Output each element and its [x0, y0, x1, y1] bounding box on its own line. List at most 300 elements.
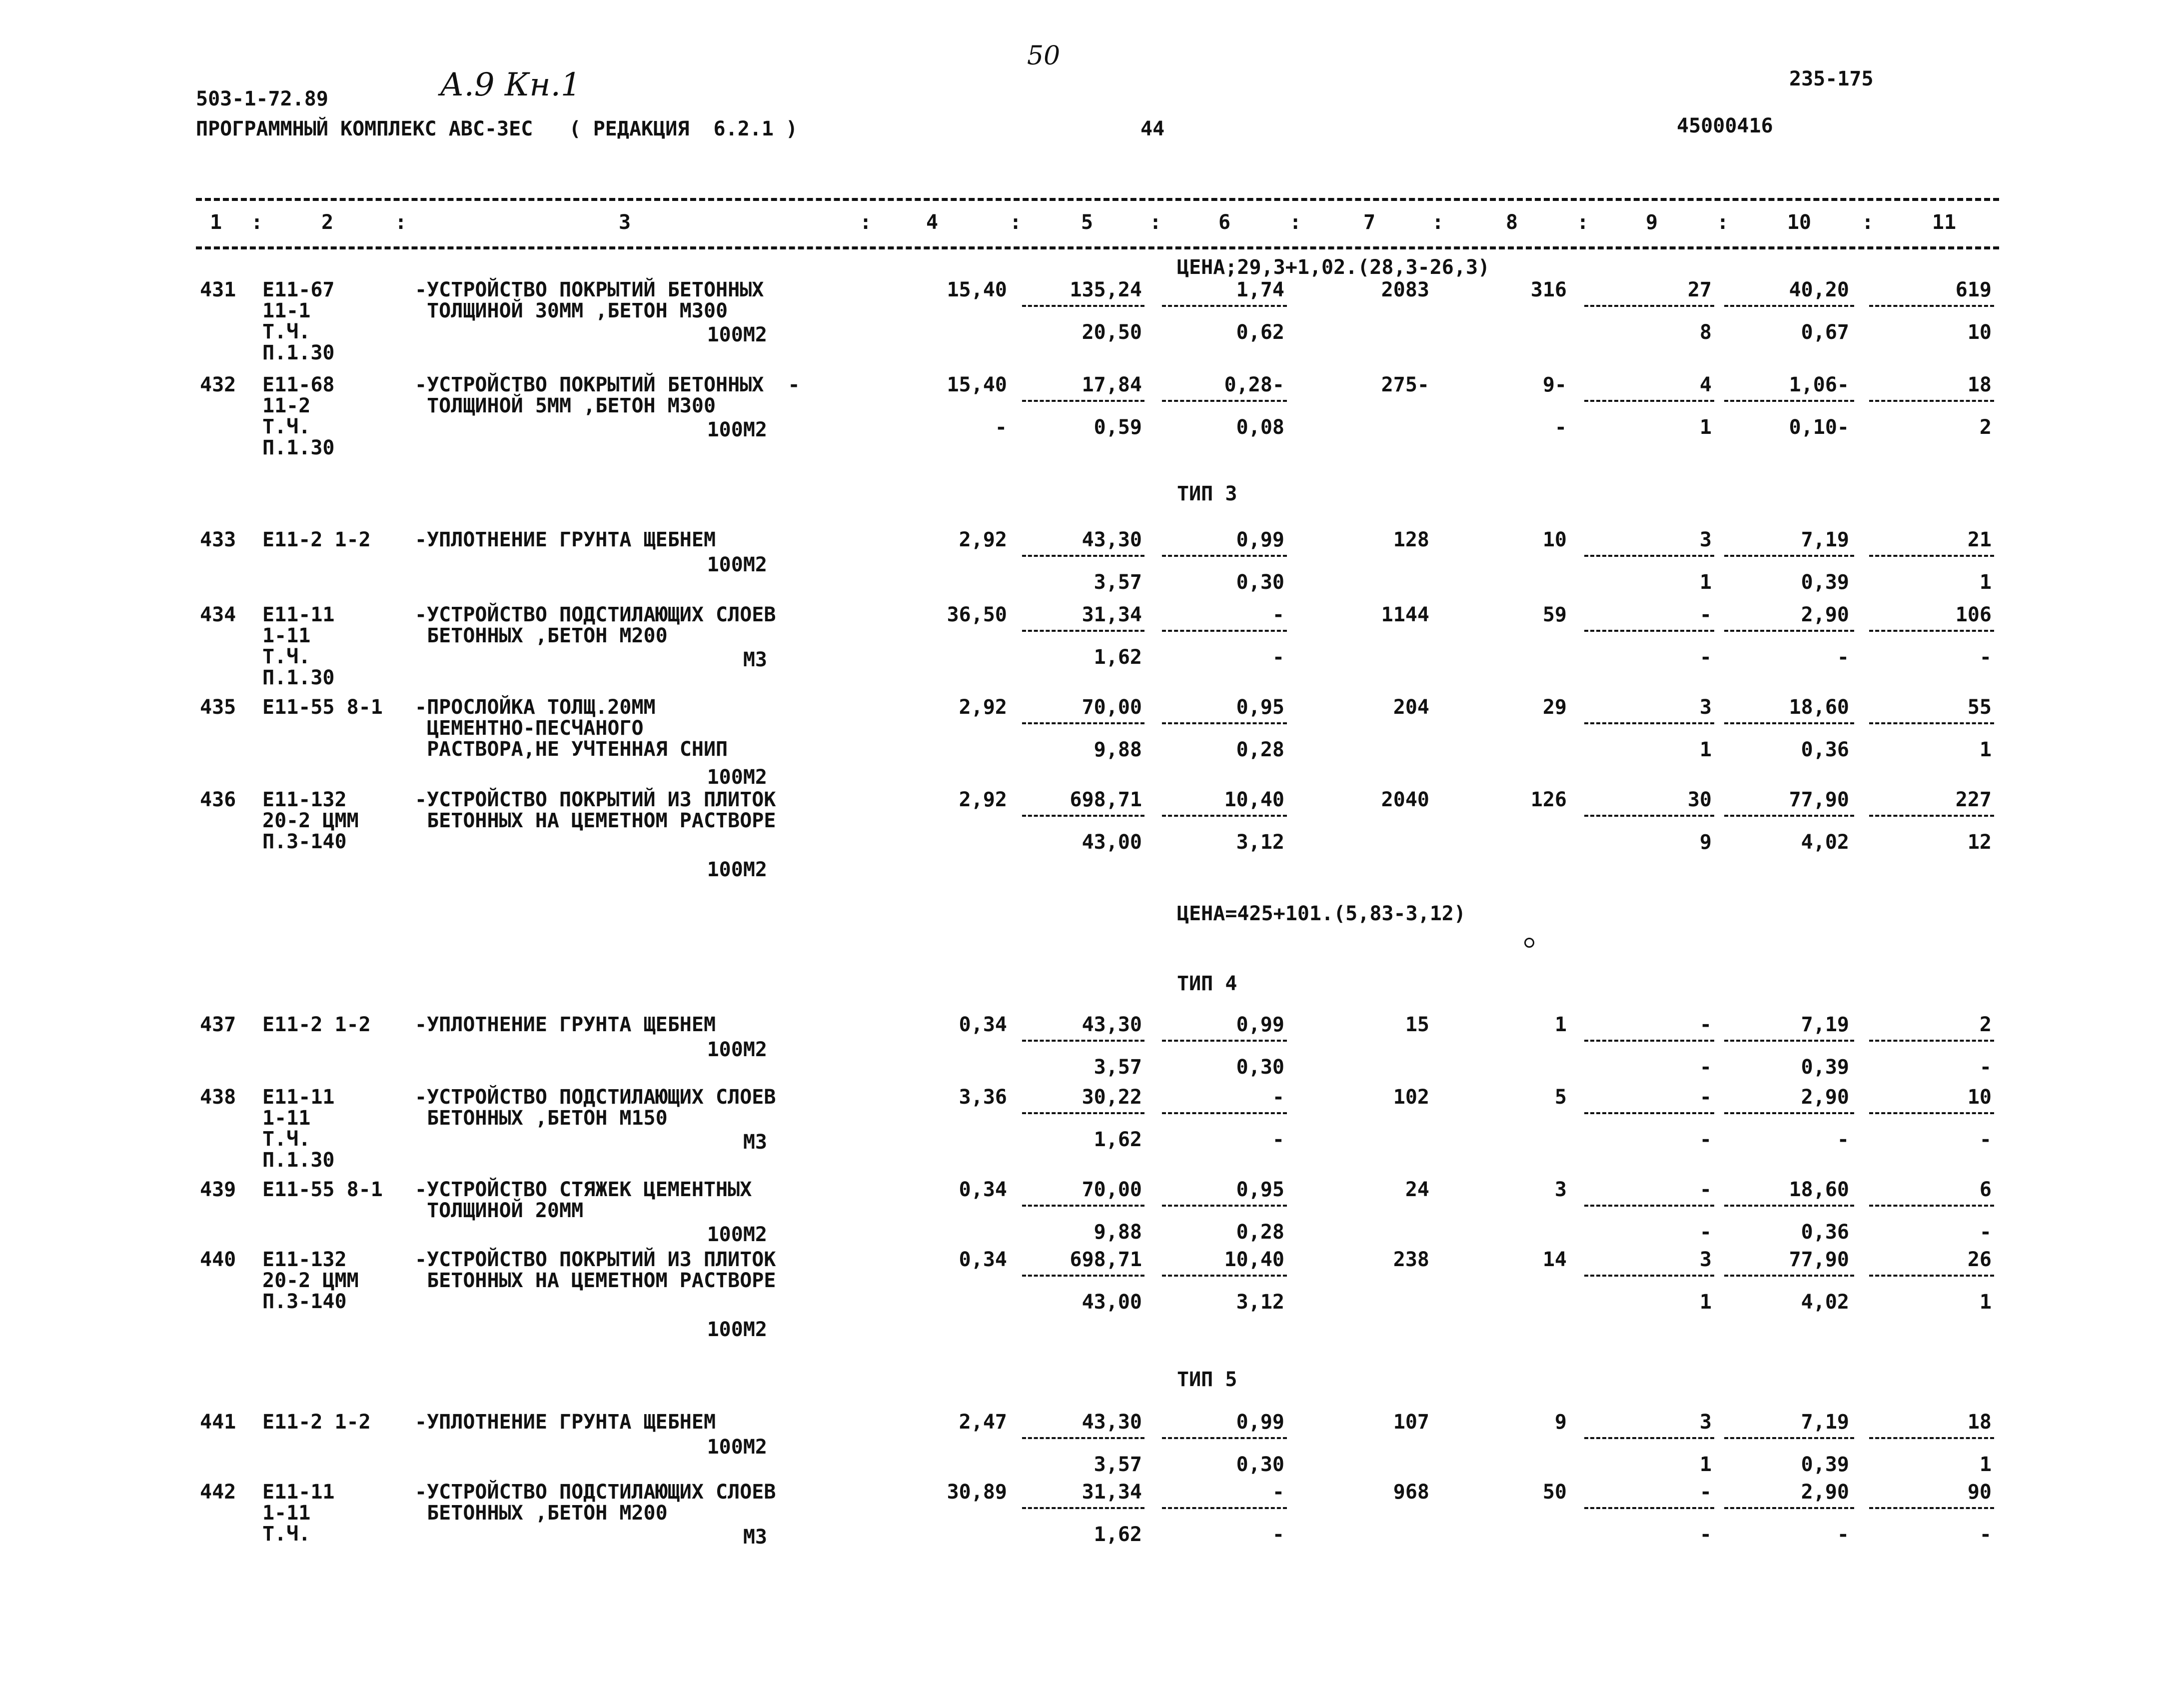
- cell-col-11: 90: [1967, 1481, 1992, 1504]
- cell-col-11-sub: -: [1979, 1221, 1992, 1244]
- cell-col-9-sub: 8: [1699, 321, 1712, 344]
- column-number: 7: [1363, 211, 1376, 234]
- row-description: РАСТВОРА,НЕ УЧТЕННАЯ СНИП: [415, 738, 728, 761]
- cell-col-6-sub: 0,30: [1236, 1453, 1284, 1476]
- cell-divider-rule: [1584, 555, 1714, 557]
- row-number: 435: [200, 696, 236, 719]
- row-code: Е11-11: [262, 1086, 335, 1109]
- cell-divider-rule: [1724, 305, 1854, 307]
- cell-col-5: 31,34: [1082, 603, 1142, 626]
- column-separator: :: [395, 211, 407, 234]
- cell-col-11: 21: [1967, 528, 1992, 551]
- cell-col-7: 238: [1393, 1248, 1429, 1271]
- cell-divider-rule: [1162, 1205, 1287, 1207]
- cell-col-5-sub: 20,50: [1082, 321, 1142, 344]
- row-code: П.3-140: [262, 830, 347, 853]
- cell-col-10-sub: 0,36: [1801, 738, 1849, 761]
- cell-col-6: 0,99: [1236, 1411, 1284, 1434]
- price-note-2: ЦЕНА=425+101.(5,83-3,12): [1177, 902, 1466, 925]
- cell-col-11-sub: -: [1979, 1523, 1992, 1546]
- row-code: 1-11: [262, 1107, 311, 1130]
- cell-col-5-sub: 1,62: [1093, 1128, 1142, 1151]
- cell-col-5-sub: 3,57: [1093, 1056, 1142, 1079]
- cell-col-8: 14: [1542, 1248, 1567, 1271]
- cell-col-7: 15: [1405, 1013, 1429, 1036]
- cell-col-10: 18,60: [1789, 1178, 1849, 1201]
- cell-divider-rule: [1022, 1205, 1144, 1207]
- cell-col-8: 3: [1554, 1178, 1567, 1201]
- row-code: Е11-2 1-2: [262, 528, 371, 551]
- row-code: Е11-68: [262, 373, 335, 396]
- row-number: 436: [200, 788, 236, 811]
- column-header-rule: [196, 246, 1999, 249]
- cell-divider-rule: [1869, 1040, 1994, 1042]
- cell-col-5-sub: 43,00: [1082, 831, 1142, 854]
- cell-col-10-sub: 4,02: [1801, 831, 1849, 854]
- row-description: -УСТРОЙСТВО ПОКРЫТИЙ ИЗ ПЛИТОК: [415, 788, 776, 811]
- cell-divider-rule: [1869, 555, 1994, 557]
- cell-col-10: 18,60: [1789, 696, 1849, 719]
- cell-col-9-sub: 1: [1699, 1291, 1712, 1314]
- cell-col-11-sub: 10: [1967, 321, 1992, 344]
- row-description: БЕТОННЫХ ,БЕТОН М150: [415, 1107, 668, 1130]
- row-code: Т.Ч.: [262, 1128, 311, 1151]
- column-number: 5: [1081, 211, 1093, 234]
- cell-col-9-sub: -: [1699, 1128, 1712, 1151]
- cell-col-5: 17,84: [1082, 373, 1142, 396]
- cell-col-4: 15,40: [947, 373, 1007, 396]
- row-unit: 100М2: [707, 1436, 767, 1459]
- cell-col-4: 30,89: [947, 1481, 1007, 1504]
- cell-divider-rule: [1022, 1437, 1144, 1439]
- row-number: 439: [200, 1178, 236, 1201]
- cell-col-11: 2: [1979, 1013, 1992, 1036]
- cell-divider-rule: [1022, 1507, 1144, 1509]
- cell-divider-rule: [1724, 1040, 1854, 1042]
- cell-divider-rule: [1162, 630, 1287, 632]
- cell-col-6: 0,28-: [1224, 373, 1284, 396]
- row-unit: 100М2: [707, 1038, 767, 1061]
- cell-col-11: 18: [1967, 1411, 1992, 1434]
- cell-col-9-sub: 9: [1699, 831, 1712, 854]
- sheet-code: 235-175: [1789, 67, 1874, 90]
- price-note-1: ЦЕНА;29,3+1,02.(28,3-26,3): [1177, 256, 1490, 279]
- cell-col-5: 43,30: [1082, 528, 1142, 551]
- cell-divider-rule: [1869, 305, 1994, 307]
- cell-divider-rule: [1162, 1112, 1287, 1114]
- cell-divider-rule: [1584, 1205, 1714, 1207]
- cell-col-8: 316: [1530, 278, 1567, 301]
- cell-divider-rule: [1584, 1275, 1714, 1277]
- cell-divider-rule: [1162, 555, 1287, 557]
- cell-col-5: 43,30: [1082, 1013, 1142, 1036]
- cell-divider-rule: [1162, 1040, 1287, 1042]
- cell-divider-rule: [1162, 722, 1287, 724]
- row-code: Т.Ч.: [262, 1523, 311, 1546]
- cell-divider-rule: [1022, 1112, 1144, 1114]
- row-code: П.1.30: [262, 666, 335, 689]
- column-separator: :: [1010, 211, 1022, 234]
- column-separator: :: [1577, 211, 1589, 234]
- cell-divider-rule: [1724, 400, 1854, 402]
- cell-col-8: 9: [1554, 1411, 1567, 1434]
- cell-col-8: 5: [1554, 1086, 1567, 1109]
- row-description: -УСТРОЙСТВО ПОКРЫТИЙ ИЗ ПЛИТОК: [415, 1248, 776, 1271]
- column-separator: :: [251, 211, 263, 234]
- cell-divider-rule: [1869, 630, 1994, 632]
- column-number: 4: [926, 211, 939, 234]
- row-code: Т.Ч.: [262, 645, 311, 668]
- cell-divider-rule: [1584, 1507, 1714, 1509]
- cell-col-9: 4: [1699, 373, 1712, 396]
- cell-col-6-sub: 0,30: [1236, 571, 1284, 594]
- row-description: БЕТОННЫХ ,БЕТОН М200: [415, 624, 668, 647]
- cell-col-10-sub: 0,39: [1801, 1453, 1849, 1476]
- row-description: -УСТРОЙСТВО ПОДСТИЛАЮЩИХ СЛОЕВ: [415, 1086, 776, 1109]
- cell-col-5: 30,22: [1082, 1086, 1142, 1109]
- cell-col-5: 698,71: [1070, 788, 1142, 811]
- cell-divider-rule: [1724, 1112, 1854, 1114]
- cell-col-11: 227: [1955, 788, 1992, 811]
- cell-col-11-sub: 12: [1967, 831, 1992, 854]
- cell-col-10: 1,06-: [1789, 373, 1849, 396]
- row-code: 20-2 ЦММ: [262, 1269, 359, 1292]
- cell-col-5-sub: 3,57: [1093, 571, 1142, 594]
- stray-mark: [1524, 938, 1534, 948]
- row-unit: 100М2: [707, 1223, 767, 1246]
- column-separator: :: [1717, 211, 1729, 234]
- cell-divider-rule: [1584, 1437, 1714, 1439]
- row-code: П.1.30: [262, 1149, 335, 1172]
- cell-divider-rule: [1724, 815, 1854, 817]
- row-unit: 100М2: [707, 766, 767, 789]
- row-unit: 100М2: [707, 323, 767, 346]
- cell-divider-rule: [1869, 1275, 1994, 1277]
- column-number: 3: [618, 211, 631, 234]
- cell-col-9: 3: [1699, 528, 1712, 551]
- cell-col-7: 128: [1393, 528, 1429, 551]
- cell-col-6-sub: 0,28: [1236, 738, 1284, 761]
- cell-divider-rule: [1584, 305, 1714, 307]
- cell-divider-rule: [1584, 1112, 1714, 1114]
- cell-col-8: 59: [1542, 603, 1567, 626]
- cell-col-11: 106: [1955, 603, 1992, 626]
- row-code: Т.Ч.: [262, 320, 311, 343]
- table-top-rule: [196, 198, 1999, 201]
- column-separator: :: [1862, 211, 1874, 234]
- row-code: Е11-67: [262, 278, 335, 301]
- cell-col-6: 10,40: [1224, 788, 1284, 811]
- cell-divider-rule: [1724, 1275, 1854, 1277]
- section-type-4: ТИП 4: [1177, 972, 1237, 995]
- cell-col-10: 77,90: [1789, 788, 1849, 811]
- cell-divider-rule: [1869, 1507, 1994, 1509]
- cell-divider-rule: [1022, 555, 1144, 557]
- cell-divider-rule: [1022, 400, 1144, 402]
- cell-col-6: 0,95: [1236, 1178, 1284, 1201]
- cell-col-11-sub: -: [1979, 646, 1992, 669]
- sheet-no: 44: [1140, 117, 1165, 140]
- cell-col-5-sub: 9,88: [1093, 738, 1142, 761]
- cell-col-11-sub: 1: [1979, 1291, 1992, 1314]
- cell-col-6: -: [1272, 1086, 1284, 1109]
- cell-col-6: -: [1272, 1481, 1284, 1504]
- row-description: ТОЛЩИНОЙ 30ММ ,БЕТОН М300: [415, 299, 728, 322]
- cell-divider-rule: [1724, 1205, 1854, 1207]
- cell-col-6: 1,74: [1236, 278, 1284, 301]
- row-unit: М3: [743, 1131, 767, 1154]
- row-code: П.3-140: [262, 1290, 347, 1313]
- cell-divider-rule: [1162, 815, 1287, 817]
- cell-col-6: 0,99: [1236, 1013, 1284, 1036]
- column-number: 10: [1787, 211, 1812, 234]
- cell-col-5: 698,71: [1070, 1248, 1142, 1271]
- cell-divider-rule: [1162, 1437, 1287, 1439]
- doc-code: 503-1-72.89: [196, 87, 328, 110]
- cell-col-8: 50: [1542, 1481, 1567, 1504]
- cell-col-10: 2,90: [1801, 1481, 1849, 1504]
- cell-col-9: -: [1699, 1086, 1712, 1109]
- row-description: -УПЛОТНЕНИЕ ГРУНТА ЩЕБНЕМ: [415, 1411, 716, 1434]
- row-number: 431: [200, 278, 236, 301]
- column-separator: :: [860, 211, 872, 234]
- row-code: Е11-132: [262, 788, 347, 811]
- cell-col-5: 31,34: [1082, 1481, 1142, 1504]
- column-separator: :: [1289, 211, 1302, 234]
- cell-col-4: 0,34: [959, 1178, 1007, 1201]
- cell-col-4: 2,92: [959, 788, 1007, 811]
- row-code: Е11-2 1-2: [262, 1013, 371, 1036]
- row-number: 432: [200, 373, 236, 396]
- row-number: 437: [200, 1013, 236, 1036]
- cell-divider-rule: [1724, 722, 1854, 724]
- column-number: 8: [1505, 211, 1518, 234]
- cell-divider-rule: [1162, 1275, 1287, 1277]
- cell-col-4: 2,92: [959, 528, 1007, 551]
- cell-col-10-sub: 0,36: [1801, 1221, 1849, 1244]
- cell-divider-rule: [1869, 815, 1994, 817]
- cell-divider-rule: [1584, 722, 1714, 724]
- cell-col-9: 3: [1699, 696, 1712, 719]
- cell-col-7: 1144: [1381, 603, 1429, 626]
- cell-col-5-sub: 0,59: [1093, 416, 1142, 439]
- cell-col-4: 15,40: [947, 278, 1007, 301]
- cell-col-5: 70,00: [1082, 1178, 1142, 1201]
- row-unit: 100М2: [707, 858, 767, 881]
- column-number: 2: [321, 211, 334, 234]
- cell-col-10-sub: -: [1837, 646, 1849, 669]
- cell-col-6-sub: -: [1272, 1523, 1284, 1546]
- cell-col-6: 0,99: [1236, 528, 1284, 551]
- cell-col-4: 36,50: [947, 603, 1007, 626]
- cell-col-7: 275-: [1381, 373, 1429, 396]
- cell-col-8: 1: [1554, 1013, 1567, 1036]
- row-unit: М3: [743, 1526, 767, 1549]
- cell-divider-rule: [1162, 305, 1287, 307]
- cell-col-9: -: [1699, 603, 1712, 626]
- cell-col-9: -: [1699, 1013, 1712, 1036]
- cell-col-10: 2,90: [1801, 1086, 1849, 1109]
- row-description: БЕТОННЫХ НА ЦЕМЕТНОМ РАСТВОРЕ: [415, 1269, 776, 1292]
- cell-divider-rule: [1869, 722, 1994, 724]
- cell-col-11: 26: [1967, 1248, 1992, 1271]
- row-code: Т.Ч.: [262, 415, 311, 438]
- cell-divider-rule: [1724, 630, 1854, 632]
- cell-col-5-sub: 43,00: [1082, 1291, 1142, 1314]
- cell-col-6: 10,40: [1224, 1248, 1284, 1271]
- cell-col-6-sub: 3,12: [1236, 1291, 1284, 1314]
- cell-col-6-sub: 0,08: [1236, 416, 1284, 439]
- cell-col-7: 102: [1393, 1086, 1429, 1109]
- page-number: 50: [1027, 41, 1061, 71]
- cell-col-8: 9-: [1542, 373, 1567, 396]
- cell-col-10-sub: 4,02: [1801, 1291, 1849, 1314]
- row-unit: 100М2: [707, 418, 767, 441]
- cell-col-4-sub: -: [995, 416, 1007, 439]
- cell-col-10: 7,19: [1801, 528, 1849, 551]
- cell-col-6-sub: -: [1272, 646, 1284, 669]
- cell-divider-rule: [1724, 555, 1854, 557]
- row-code: Е11-55 8-1: [262, 1178, 383, 1201]
- cell-col-10: 40,20: [1789, 278, 1849, 301]
- row-description: ТОЛЩИНОЙ 5ММ ,БЕТОН М300: [415, 394, 716, 417]
- program-title: ПРОГРАММНЫЙ КОМПЛЕКС АВС-3ЕС ( РЕДАКЦИЯ 6.2.1 ): [196, 117, 798, 140]
- cell-col-5-sub: 1,62: [1093, 646, 1142, 669]
- cell-divider-rule: [1869, 1437, 1994, 1439]
- cell-col-10-sub: -: [1837, 1128, 1849, 1151]
- row-description: -УСТРОЙСТВО ПОКРЫТИЙ БЕТОННЫХ -: [415, 373, 800, 396]
- cell-col-8-sub: -: [1554, 416, 1567, 439]
- cell-col-6-sub: 0,28: [1236, 1221, 1284, 1244]
- column-separator: :: [1432, 211, 1444, 234]
- row-code: 1-11: [262, 624, 311, 647]
- row-unit: 100М2: [707, 553, 767, 576]
- row-number: 441: [200, 1411, 236, 1434]
- cell-divider-rule: [1584, 400, 1714, 402]
- cell-col-8: 29: [1542, 696, 1567, 719]
- handwritten-note: А.9 Кн.1: [440, 66, 581, 103]
- cell-col-9: 27: [1687, 278, 1712, 301]
- row-description: БЕТОННЫХ ,БЕТОН М200: [415, 1502, 668, 1525]
- cell-col-11-sub: 2: [1979, 416, 1992, 439]
- cell-col-10: 7,19: [1801, 1013, 1849, 1036]
- cell-divider-rule: [1162, 400, 1287, 402]
- cell-divider-rule: [1022, 815, 1144, 817]
- row-code: Е11-11: [262, 603, 335, 626]
- cell-divider-rule: [1724, 1437, 1854, 1439]
- section-type-5: ТИП 5: [1177, 1368, 1237, 1391]
- cell-divider-rule: [1022, 630, 1144, 632]
- cell-divider-rule: [1022, 305, 1144, 307]
- row-description: -УПЛОТНЕНИЕ ГРУНТА ЩЕБНЕМ: [415, 528, 716, 551]
- cell-col-11: 55: [1967, 696, 1992, 719]
- cell-col-9-sub: 1: [1699, 738, 1712, 761]
- row-code: 1-11: [262, 1502, 311, 1525]
- row-number: 440: [200, 1248, 236, 1271]
- row-code: П.1.30: [262, 436, 335, 459]
- cell-col-4: 2,47: [959, 1411, 1007, 1434]
- cell-divider-rule: [1869, 1112, 1994, 1114]
- cell-col-10: 77,90: [1789, 1248, 1849, 1271]
- column-number: 6: [1218, 211, 1231, 234]
- cell-col-10-sub: 0,67: [1801, 321, 1849, 344]
- cell-col-11-sub: 1: [1979, 738, 1992, 761]
- column-number: 11: [1932, 211, 1957, 234]
- cell-divider-rule: [1162, 1507, 1287, 1509]
- column-number: 1: [209, 211, 222, 234]
- cell-col-7: 2083: [1381, 278, 1429, 301]
- row-description: -УСТРОЙСТВО ПОДСТИЛАЮЩИХ СЛОЕВ: [415, 603, 776, 626]
- cell-col-5: 70,00: [1082, 696, 1142, 719]
- cell-col-10-sub: -: [1837, 1523, 1849, 1546]
- cell-divider-rule: [1724, 1507, 1854, 1509]
- cell-divider-rule: [1869, 400, 1994, 402]
- cell-col-9: 3: [1699, 1248, 1712, 1271]
- cell-col-10: 2,90: [1801, 603, 1849, 626]
- cell-col-9: 3: [1699, 1411, 1712, 1434]
- row-code: Е11-11: [262, 1481, 335, 1504]
- row-code: П.1.30: [262, 341, 335, 364]
- row-description: -УСТРОЙСТВО ПОКРЫТИЙ БЕТОННЫХ: [415, 278, 764, 301]
- cell-col-11: 10: [1967, 1086, 1992, 1109]
- cell-col-9-sub: -: [1699, 646, 1712, 669]
- cell-col-11: 619: [1955, 278, 1992, 301]
- cell-col-4: 0,34: [959, 1013, 1007, 1036]
- row-description: БЕТОННЫХ НА ЦЕМЕТНОМ РАСТВОРЕ: [415, 809, 776, 832]
- column-separator: :: [1149, 211, 1162, 234]
- cell-col-6-sub: 0,30: [1236, 1056, 1284, 1079]
- cell-col-7: 24: [1405, 1178, 1429, 1201]
- cell-col-9-sub: -: [1699, 1056, 1712, 1079]
- row-description: -УСТРОЙСТВО СТЯЖЕК ЦЕМЕНТНЫХ: [415, 1178, 752, 1201]
- cell-col-5: 135,24: [1070, 278, 1142, 301]
- cell-col-9: -: [1699, 1178, 1712, 1201]
- row-code: 11-1: [262, 299, 311, 322]
- cell-col-10-sub: 0,10-: [1789, 416, 1849, 439]
- cell-col-11: 6: [1979, 1178, 1992, 1201]
- cell-col-5: 43,30: [1082, 1411, 1142, 1434]
- cell-col-6: 0,95: [1236, 696, 1284, 719]
- cell-col-6-sub: 3,12: [1236, 831, 1284, 854]
- cell-col-5-sub: 3,57: [1093, 1453, 1142, 1476]
- section-type-3: ТИП 3: [1177, 482, 1237, 505]
- cell-col-9-sub: -: [1699, 1523, 1712, 1546]
- cell-col-4: 3,36: [959, 1086, 1007, 1109]
- cell-col-9-sub: -: [1699, 1221, 1712, 1244]
- row-code: Е11-132: [262, 1248, 347, 1271]
- row-code: Е11-2 1-2: [262, 1411, 371, 1434]
- cell-col-6-sub: 0,62: [1236, 321, 1284, 344]
- cell-col-9: -: [1699, 1481, 1712, 1504]
- cell-divider-rule: [1022, 1275, 1144, 1277]
- cell-col-7: 204: [1393, 696, 1429, 719]
- cell-col-10: 7,19: [1801, 1411, 1849, 1434]
- row-description: -УПЛОТНЕНИЕ ГРУНТА ЩЕБНЕМ: [415, 1013, 716, 1036]
- cell-divider-rule: [1584, 630, 1714, 632]
- row-description: ТОЛЩИНОЙ 20ММ: [415, 1199, 584, 1222]
- cell-divider-rule: [1022, 722, 1144, 724]
- row-number: 434: [200, 603, 236, 626]
- row-description: -ПРОСЛОЙКА ТОЛЩ.20ММ: [415, 696, 656, 719]
- cell-col-9-sub: 1: [1699, 571, 1712, 594]
- row-code: 11-2: [262, 394, 311, 417]
- cell-divider-rule: [1584, 1040, 1714, 1042]
- cell-col-9: 30: [1687, 788, 1712, 811]
- cell-divider-rule: [1584, 815, 1714, 817]
- cell-col-4: 2,92: [959, 696, 1007, 719]
- cell-col-10-sub: 0,39: [1801, 571, 1849, 594]
- cell-col-8: 126: [1530, 788, 1567, 811]
